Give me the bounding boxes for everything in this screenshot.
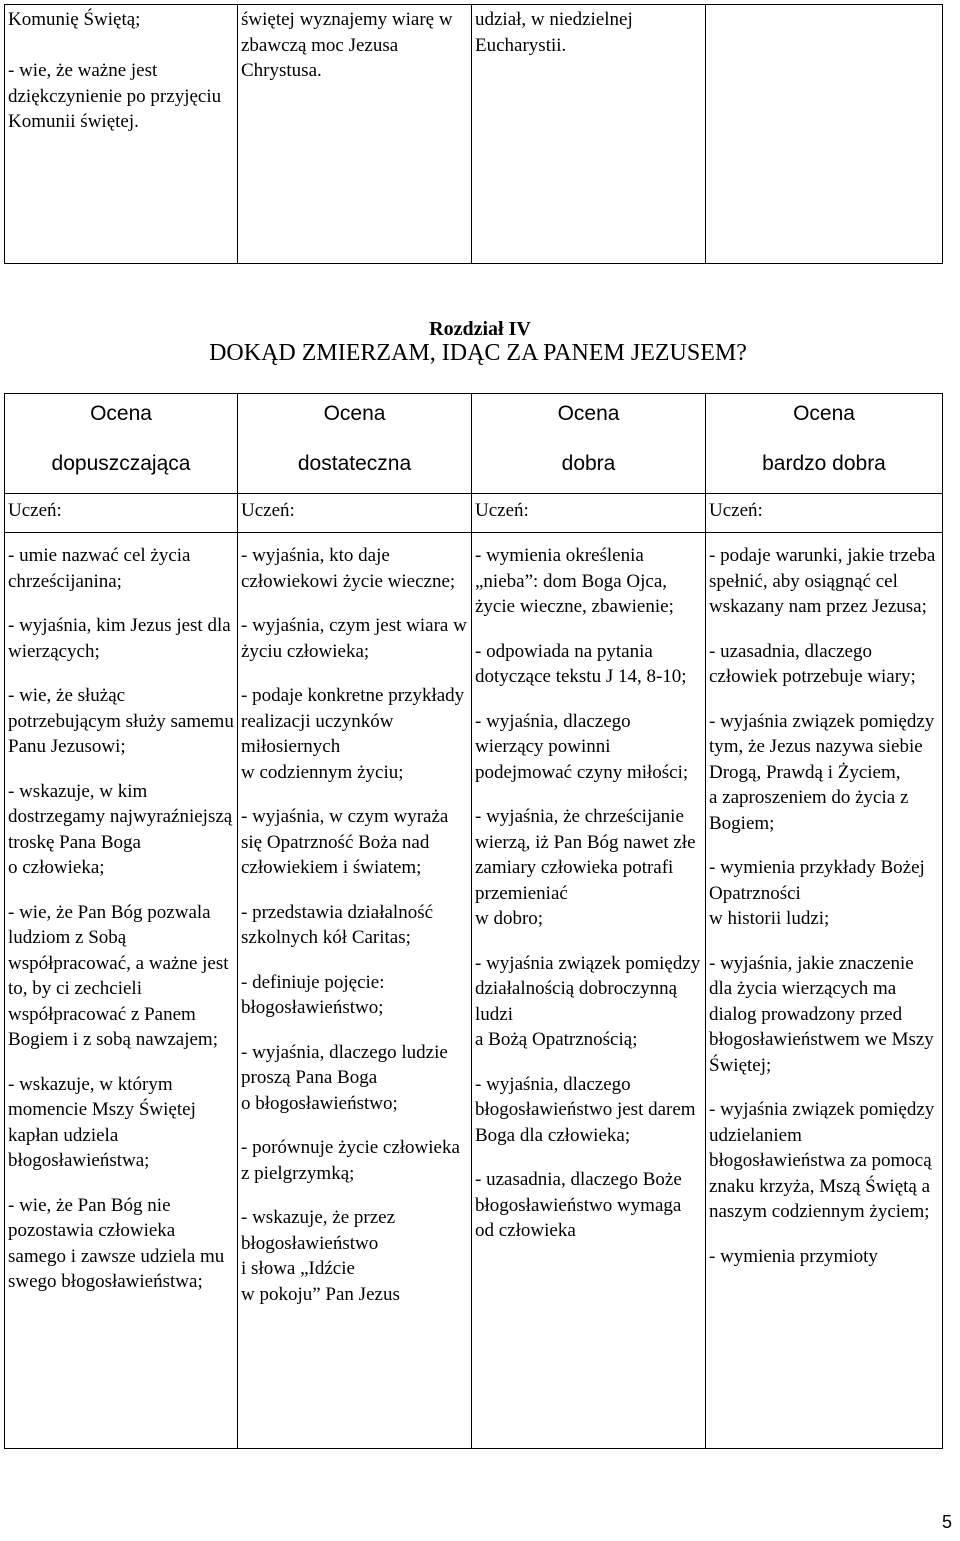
header-line1: Ocena bbox=[90, 402, 152, 425]
header-cell-bardzo-dobra bbox=[706, 394, 943, 494]
table-cell bbox=[472, 5, 706, 264]
table-cell bbox=[706, 5, 943, 264]
requirements-cell-dostateczna bbox=[238, 533, 472, 1449]
header-line2: dobra bbox=[561, 452, 616, 475]
requirements-list bbox=[238, 533, 471, 1307]
requirements-list bbox=[472, 533, 705, 1244]
requirement-item: - wskazuje, że przez błogosławieństwo i słowa „Idźcie w pokoju” Pan Jezus bbox=[241, 1207, 400, 1305]
requirement-item: - wyjaśnia związek pomiędzy udzielaniem błogosławieństwa za pomocą znaku krzyża, Mszą Świętą a naszym codziennym życiem; bbox=[709, 1099, 935, 1222]
uczen-cell bbox=[5, 494, 238, 533]
requirement-item: - wymienia określenia „nieba”: dom Boga Ojca, życie wieczne, zbawienie; bbox=[475, 545, 674, 617]
requirement-item: - podaje warunki, jakie trzeba spełnić, aby osiągnąć cel wskazany nam przez Jezusa; bbox=[709, 545, 936, 617]
requirement-item: - wyjaśnia związek pomiędzy tym, że Jezus nazywa siebie Drogą, Prawdą i Życiem, a zaproszeniem do życia z Bogiem; bbox=[709, 710, 935, 834]
uczen-label: Uczeń: bbox=[475, 500, 529, 521]
requirement-item: - uzasadnia, dlaczego Boże błogosławieństwo wymaga od człowieka bbox=[475, 1169, 682, 1241]
cell-text: udział, w niedzielnej Eucharystii. bbox=[475, 9, 633, 56]
requirement-item: - umie nazwać cel życia chrześcijanina; bbox=[8, 545, 191, 592]
top-table-fragment bbox=[4, 4, 943, 264]
header-cell-dostateczna bbox=[238, 394, 472, 494]
requirement-item: - wyjaśnia, kim Jezus jest dla wierzących; bbox=[8, 615, 231, 662]
header-line1: Ocena bbox=[557, 402, 620, 425]
uczen-row bbox=[5, 494, 943, 533]
requirement-item: - wie, że Pan Bóg pozwala ludziom z Sobą współpracować, a ważne jest to, by ci zechcieli współpracować z Panem Bogiem i z sobą nawzajem; bbox=[8, 901, 229, 1050]
uczen-cell bbox=[238, 494, 472, 533]
chapter-label: Rozdział IV bbox=[429, 318, 531, 340]
requirement-item: - wskazuje, w kim dostrzegamy najwyraźniejszą troskę Pana Boga o człowieka; bbox=[8, 780, 233, 878]
requirement-item: - wyjaśnia, dlaczego wierzący powinni podejmować czyny miłości; bbox=[475, 710, 689, 783]
chapter-title: DOKĄD ZMIERZAM, IDĄC ZA PANEM JEZUSEM? bbox=[209, 340, 747, 366]
header-line2: dostateczna bbox=[297, 452, 412, 475]
requirement-item: - wyjaśnia, że chrześcijanie wierzą, iż Pan Bóg nawet złe zamiary człowieka potrafi przemieniać w dobro; bbox=[475, 806, 696, 929]
table-cell bbox=[5, 5, 238, 264]
requirement-item: - wyjaśnia, czym jest wiara w życiu człowieka; bbox=[241, 615, 467, 662]
requirement-item: - wyjaśnia, dlaczego błogosławieństwo jest darem Boga dla człowieka; bbox=[475, 1073, 696, 1146]
uczen-cell bbox=[472, 494, 706, 533]
grade-requirements-table bbox=[4, 393, 943, 1449]
header-line2: bardzo dobra bbox=[762, 452, 886, 475]
header-line1: Ocena bbox=[323, 402, 386, 425]
requirement-item: - definiuje pojęcie: błogosławieństwo; bbox=[241, 971, 385, 1018]
header-line2: dopuszczająca bbox=[51, 452, 191, 475]
requirement-item: - odpowiada na pytania dotyczące tekstu J 14, 8-10; bbox=[475, 640, 687, 687]
cell-text bbox=[706, 5, 942, 7]
cell-text: Komunię Świętą; - wie, że ważne jest dziękczynienie po przyjęciu Komunii świętej. bbox=[8, 9, 222, 132]
uczen-label: Uczeń: bbox=[8, 500, 62, 521]
uczen-cell bbox=[706, 494, 943, 533]
requirements-list bbox=[706, 533, 942, 1269]
requirement-item: - wie, że Pan Bóg nie pozostawia człowieka samego i zawsze udziela mu swego błogosławieństwa; bbox=[8, 1194, 225, 1292]
requirement-item: - wymienia przymioty bbox=[709, 1245, 878, 1267]
requirement-item: - wskazuje, w którym momencie Mszy Świętej kapłan udziela błogosławieństwa; bbox=[8, 1073, 196, 1171]
requirements-cell-dopuszczajaca bbox=[5, 533, 238, 1449]
header-row bbox=[5, 394, 943, 494]
requirement-item: - przedstawia działalność szkolnych kół Caritas; bbox=[241, 901, 434, 948]
requirements-list bbox=[5, 533, 237, 1295]
table-row bbox=[5, 5, 943, 264]
requirement-item: - podaje konkretne przykłady realizacji uczynków miłosiernych w codziennym życiu; bbox=[241, 685, 465, 783]
requirements-cell-bardzo-dobra bbox=[706, 533, 943, 1449]
requirement-item: - wie, że służąc potrzebującym służy samemu Panu Jezusowi; bbox=[8, 685, 234, 757]
requirement-item: - porównuje życie człowieka z pielgrzymką; bbox=[241, 1137, 460, 1184]
header-line1: Ocena bbox=[793, 402, 855, 425]
requirement-item: - wyjaśnia, kto daje człowiekowi życie wieczne; bbox=[241, 545, 456, 592]
requirements-cell-dobra bbox=[472, 533, 706, 1449]
requirements-row bbox=[5, 533, 943, 1449]
requirement-item: - wyjaśnia związek pomiędzy działalnością dobroczynną ludzi a Bożą Opatrznością; bbox=[475, 952, 701, 1050]
table-cell bbox=[238, 5, 472, 264]
page-number: 5 bbox=[941, 1512, 952, 1532]
requirement-item: - wymienia przykłady Bożej Opatrzności w historii ludzi; bbox=[709, 857, 925, 929]
cell-text: świętej wyznajemy wiarę w zbawczą moc Jezusa Chrystusa. bbox=[241, 9, 453, 81]
requirement-item: - uzasadnia, dlaczego człowiek potrzebuje wiary; bbox=[709, 640, 916, 687]
header-cell-dopuszczajaca bbox=[5, 394, 238, 494]
requirement-item: - wyjaśnia, dlaczego ludzie proszą Pana Boga o błogosławieństwo; bbox=[241, 1041, 448, 1114]
requirement-item: - wyjaśnia, jakie znaczenie dla życia wierzących ma dialog prowadzony przed błogosławieństwem we Mszy Świętej; bbox=[709, 952, 934, 1076]
requirement-item: - wyjaśnia, w czym wyraża się Opatrzność Boża nad człowiekiem i światem; bbox=[241, 806, 449, 878]
uczen-label: Uczeń: bbox=[241, 500, 295, 521]
uczen-label: Uczeń: bbox=[709, 500, 763, 521]
header-cell-dobra bbox=[472, 394, 706, 494]
